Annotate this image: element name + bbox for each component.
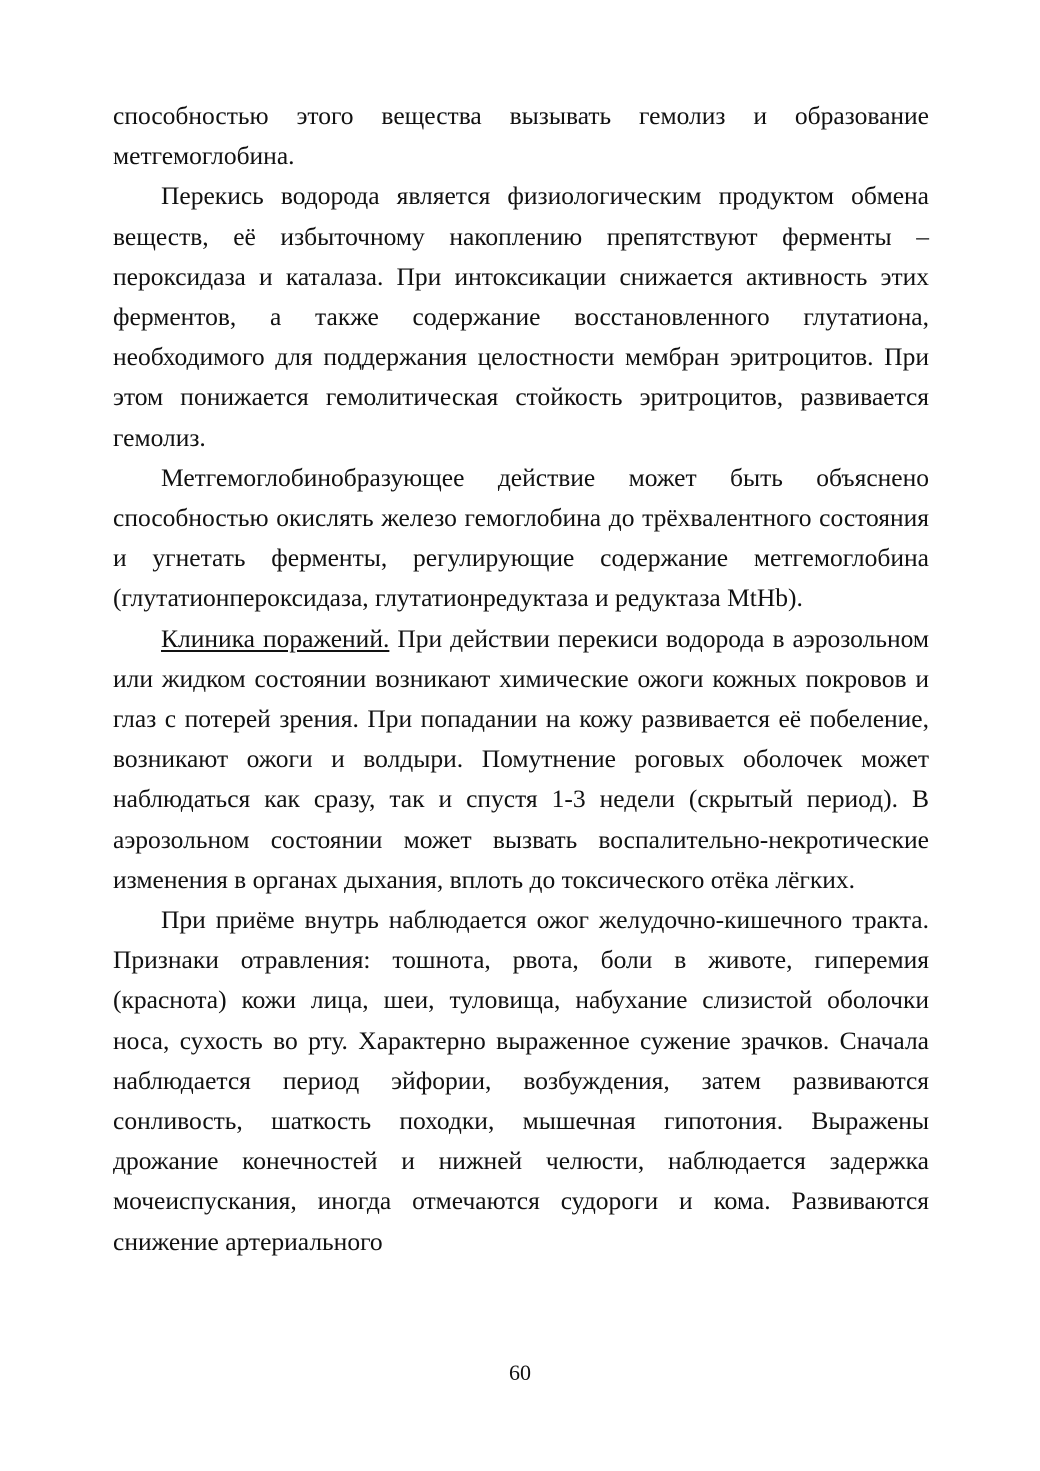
page-number: 60	[509, 1360, 531, 1385]
paragraph-hydrogen-peroxide: Перекись водорода является физиологическим продуктом обмена веществ, её избыточному накоплению препятствуют ферменты – пероксидаза и каталаза. При интоксикации снижается активность этих ферментов, а также содержание восстановленного глутатиона, необходимого для поддержания целостности мембран эритроцитов. При этом понижается гемолитическая стойкость эритроцитов, развивается гемолиз.	[113, 181, 929, 452]
paragraph-clinical-picture	[113, 619, 929, 900]
paragraph-ingestion: При приёме внутрь наблюдается ожог желудочно-кишечного тракта. Признаки отравления: тошнота, рвота, боли в животе, гиперемия (краснота) кожи лица, шеи, туловища, набухание слизистой оболочки носа, сухость во рту. Характерно выраженное сужение зрачков. Сначала наблюдается период эйфории, возбуждения, затем развиваются сонливость, шаткость походки, мышечная гипотония. Выражены дрожание конечностей и нижней челюсти, наблюдается задержка мочеиспускания, иногда отмечаются судороги и кома. Развиваются снижение артериального	[113, 905, 929, 1256]
paragraph-clinical-text: При действии перекиси водорода в аэрозольном или жидком состоянии возникают химические ожоги кожных покровов и глаз с потерей зрения. При попадании на кожу развивается её побеление, возникают ожоги и волдыри. Помутнение роговых оболочек может наблюдаться как сразу, так и спустя 1-3 недели (скрытый период). В аэрозольном состоянии может вызвать воспалительно-некротические изменения в органах дыхания, вплоть до токсического отёка лёгких.	[113, 623, 929, 894]
paragraph-hemolysis-intro: способностью этого вещества вызывать гемолиз и образование метгемоглобина.	[113, 101, 929, 171]
page-body	[113, 96, 929, 1262]
section-heading-clinic: Клиника поражений.	[161, 623, 390, 653]
paragraph-methemoglobin: Метгемоглобинобразующее действие может быть объяснено способностью окислять железо гемоглобина до трёхвалентного состояния и угнетать ферменты, регулирующие содержание метгемоглобина (глутатионпероксидаза, глутатионредуктаза и редуктаза MtHb).	[113, 462, 929, 613]
